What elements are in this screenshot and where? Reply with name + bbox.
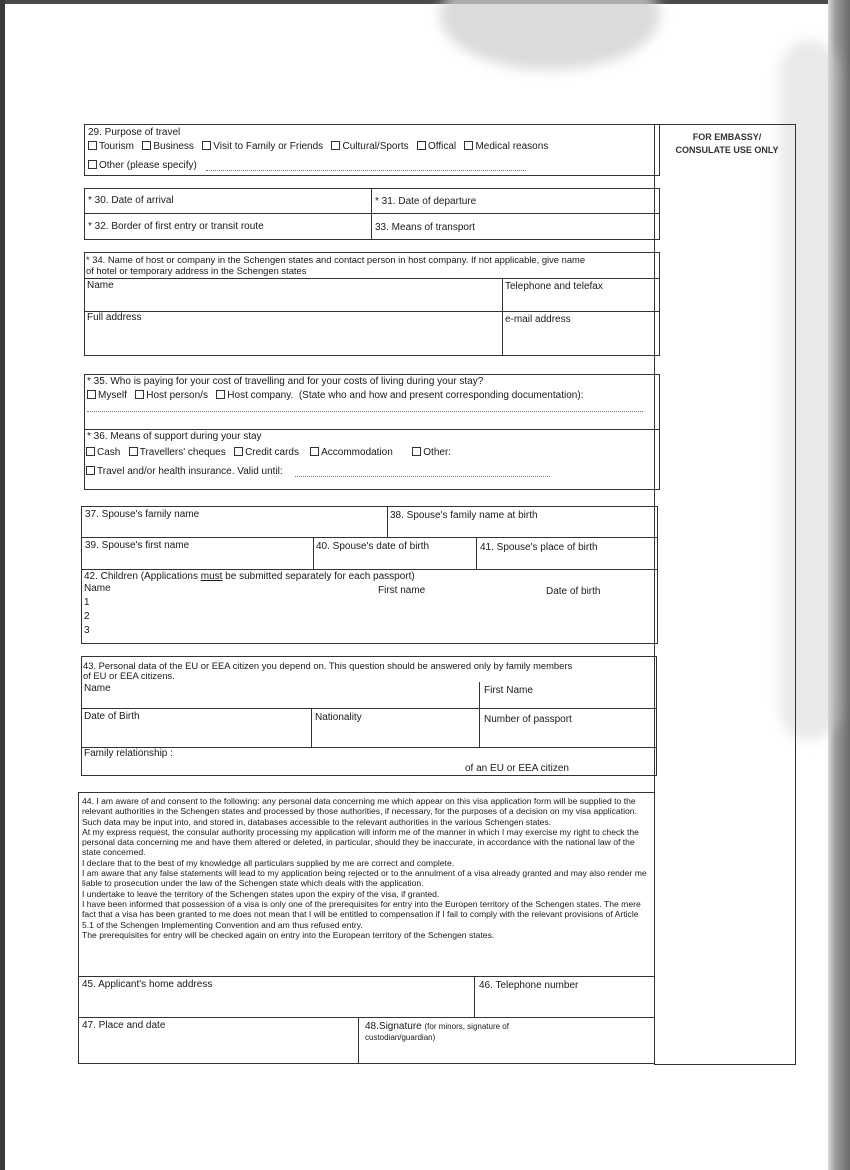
- children-title-start: 42. Children (Applications: [84, 571, 201, 582]
- date-of-departure-field[interactable]: * 31. Date of departure: [375, 196, 477, 207]
- spouse-dob-field[interactable]: 40. Spouse's date of birth: [316, 541, 430, 552]
- credit-cards-label: Credit cards: [245, 447, 299, 458]
- host-name-field[interactable]: Name: [87, 280, 114, 291]
- cash-label: Cash: [97, 447, 121, 458]
- eu-citizen-passport-field[interactable]: Number of passport: [484, 714, 572, 725]
- eu-citizen-first-name-field[interactable]: First Name: [484, 685, 533, 696]
- other-support-checkbox[interactable]: [412, 447, 421, 456]
- date-of-arrival-field[interactable]: * 30. Date of arrival: [88, 195, 174, 206]
- insurance-checkbox[interactable]: [86, 466, 95, 475]
- divider: [476, 537, 477, 569]
- children-title-must: must: [200, 571, 223, 582]
- business-label: Business: [153, 141, 194, 152]
- accommodation-checkbox[interactable]: [310, 447, 319, 456]
- host-title-line2: of hotel or temporary address in the Schengen states: [86, 265, 307, 276]
- divider: [313, 537, 314, 569]
- family-relationship-suffix: of an EU or EEA citizen: [465, 763, 569, 774]
- means-of-transport-field[interactable]: 33. Means of transport: [375, 222, 476, 233]
- purpose-other-option: [88, 160, 197, 172]
- insurance-valid-until-field[interactable]: [295, 476, 550, 477]
- host-email-field[interactable]: e-mail address: [505, 314, 571, 325]
- divider: [387, 506, 388, 537]
- divider: [84, 311, 660, 312]
- host-person-label: Host person/s: [146, 390, 208, 401]
- cash-checkbox[interactable]: [86, 447, 95, 456]
- myself-label: Myself: [98, 390, 127, 401]
- divider: [81, 569, 658, 570]
- divider: [311, 708, 312, 747]
- host-phone-field[interactable]: Telephone and telefax: [505, 281, 603, 292]
- eu-citizen-nationality-field[interactable]: Nationality: [315, 712, 362, 723]
- children-first-name-header: First name: [378, 585, 426, 596]
- eu-citizen-name-field[interactable]: Name: [84, 683, 111, 694]
- child-row-3[interactable]: 3: [84, 625, 90, 636]
- insurance-label: Travel and/or health insurance. Valid until:: [97, 466, 283, 477]
- child-row-2[interactable]: 2: [84, 611, 90, 622]
- declaration-text: [82, 796, 648, 940]
- declaration-paragraph: At my express request, the consular authority processing my application will inform me of the manner in which I may exercise my right to check the personal data concerning me and have them altered or deleted, in particular, should they be inaccurate, in accordance with the national law of the state concerned.: [82, 826, 639, 858]
- divider: [78, 976, 655, 977]
- eu-citizen-dob-field[interactable]: Date of Birth: [84, 711, 140, 722]
- declaration-paragraph: 44. I am aware of and consent to the following: any personal data concerning me which appear on this visa application form will be supplied to the relevant authorities in the Schengen states and processed by those authorities, if necessary, for the purposes of a decision on my visa application. Such data may be input into, and stored in, databases accessible to the relevant authorities in the various Schengen states.: [82, 796, 637, 827]
- costs-title: * 35. Who is paying for your cost of travelling and for your costs of living during your stay?: [87, 376, 484, 387]
- support-options: [86, 447, 451, 459]
- place-and-date-field[interactable]: 47. Place and date: [82, 1020, 166, 1031]
- family-relationship-field[interactable]: Family relationship :: [84, 748, 173, 759]
- divider: [84, 278, 660, 279]
- business-checkbox[interactable]: [142, 141, 151, 150]
- eu-citizen-title-line1: 43. Personal data of the EU or EEA citizen you depend on. This question should be answered only by family members: [83, 660, 573, 671]
- travellers-cheques-checkbox[interactable]: [129, 447, 138, 456]
- border-of-entry-field[interactable]: * 32. Border of first entry or transit route: [88, 221, 264, 232]
- insurance-option: [86, 466, 283, 478]
- children-title-end: be submitted separately for each passport): [222, 571, 415, 582]
- myself-checkbox[interactable]: [87, 390, 96, 399]
- tourism-label: Tourism: [99, 141, 135, 152]
- embassy-use-column: [654, 124, 796, 1065]
- declaration-paragraph: I am aware that any false statements will lead to my application being rejected or to the annulment of a visa already granted and may also render me liable to prosecution under the law of the Schengen state which deals with the application.: [82, 868, 647, 889]
- spouse-first-name-field[interactable]: 39. Spouse's first name: [85, 540, 190, 551]
- divider: [81, 708, 657, 709]
- declaration-paragraph: I have been informed that possession of a visa is only one of the prerequisites for entry into the Europen territory of the Schengen states. The mere fact that a visa has been granted to me does not mean that I will be entitled to compensation if I fail to comply with the relevant provisions of Article 5.1 of the Schengen Implementing Convention and am thus refused entry.: [82, 898, 641, 930]
- other-purpose-checkbox[interactable]: [88, 160, 97, 169]
- spouse-birth-name-field[interactable]: 38. Spouse's family name at birth: [390, 510, 538, 521]
- spouse-family-name-field[interactable]: 37. Spouse's family name: [85, 509, 200, 520]
- host-company-label: Host company.: [227, 390, 294, 401]
- medical-label: Medical reasons: [475, 141, 549, 152]
- embassy-use-label: FOR EMBASSY/ CONSULATE USE ONLY: [675, 132, 779, 155]
- spouse-birthplace-field[interactable]: 41. Spouse's place of birth: [480, 542, 598, 553]
- host-person-checkbox[interactable]: [135, 390, 144, 399]
- signature-note: (for minors, signature of custodian/guardian): [365, 1022, 509, 1042]
- divider: [479, 682, 480, 747]
- divider: [371, 188, 372, 240]
- home-address-field[interactable]: 45. Applicant's home address: [82, 979, 213, 990]
- host-title-line1: * 34. Name of host or company in the Schengen states and contact person in host company. If not applicable, give name: [86, 254, 586, 265]
- medical-checkbox[interactable]: [464, 141, 473, 150]
- children-title: [84, 571, 415, 583]
- divider: [358, 1017, 359, 1064]
- cultural-sports-label: Cultural/Sports: [342, 141, 409, 152]
- divider: [502, 278, 503, 356]
- host-address-field[interactable]: Full address: [87, 312, 142, 323]
- declaration-paragraph: I declare that to the best of my knowledge all particulars supplied by me are correct and complete.: [82, 857, 455, 868]
- eu-citizen-title-line2: of EU or EEA citizens.: [83, 670, 175, 681]
- declaration-paragraph: The prerequisites for entry will be checked again on entry into the European territory of the Schengen states.: [82, 929, 495, 940]
- purpose-of-travel-options: [88, 141, 548, 153]
- purpose-of-travel-title: 29. Purpose of travel: [88, 127, 181, 138]
- visit-family-checkbox[interactable]: [202, 141, 211, 150]
- divider: [78, 1017, 655, 1018]
- signature-label: 48.Signature: [365, 1021, 422, 1032]
- costs-detail-field[interactable]: [87, 411, 643, 412]
- official-label: Offical: [427, 141, 457, 152]
- divider: [84, 213, 660, 214]
- credit-cards-checkbox[interactable]: [234, 447, 243, 456]
- other-purpose-label: Other (please specify): [99, 160, 197, 171]
- costs-options: [87, 390, 583, 402]
- tourism-checkbox[interactable]: [88, 141, 97, 150]
- official-checkbox[interactable]: [417, 141, 426, 150]
- accommodation-label: Accommodation: [321, 447, 393, 458]
- host-company-checkbox[interactable]: [216, 390, 225, 399]
- costs-note: (State who and how and present corresponding documentation):: [298, 390, 584, 401]
- other-support-label: Other:: [423, 447, 452, 458]
- declaration-paragraph: I undertake to leave the territory of the Schengen states upon the expiry of the visa, if granted.: [82, 888, 440, 899]
- support-title: * 36. Means of support during your stay: [87, 431, 262, 442]
- divider: [474, 976, 475, 1017]
- travellers-cheques-label: Travellers' cheques: [139, 447, 226, 458]
- telephone-field[interactable]: 46. Telephone number: [479, 980, 579, 991]
- divider: [81, 537, 658, 538]
- cultural-sports-checkbox[interactable]: [331, 141, 340, 150]
- signature-field[interactable]: [365, 1021, 565, 1043]
- children-name-header: Name: [84, 583, 111, 594]
- divider: [84, 429, 660, 430]
- visit-family-label: Visit to Family or Friends: [213, 141, 324, 152]
- other-purpose-field[interactable]: [206, 170, 526, 171]
- children-dob-header: Date of birth: [546, 586, 601, 597]
- child-row-1[interactable]: 1: [84, 597, 90, 608]
